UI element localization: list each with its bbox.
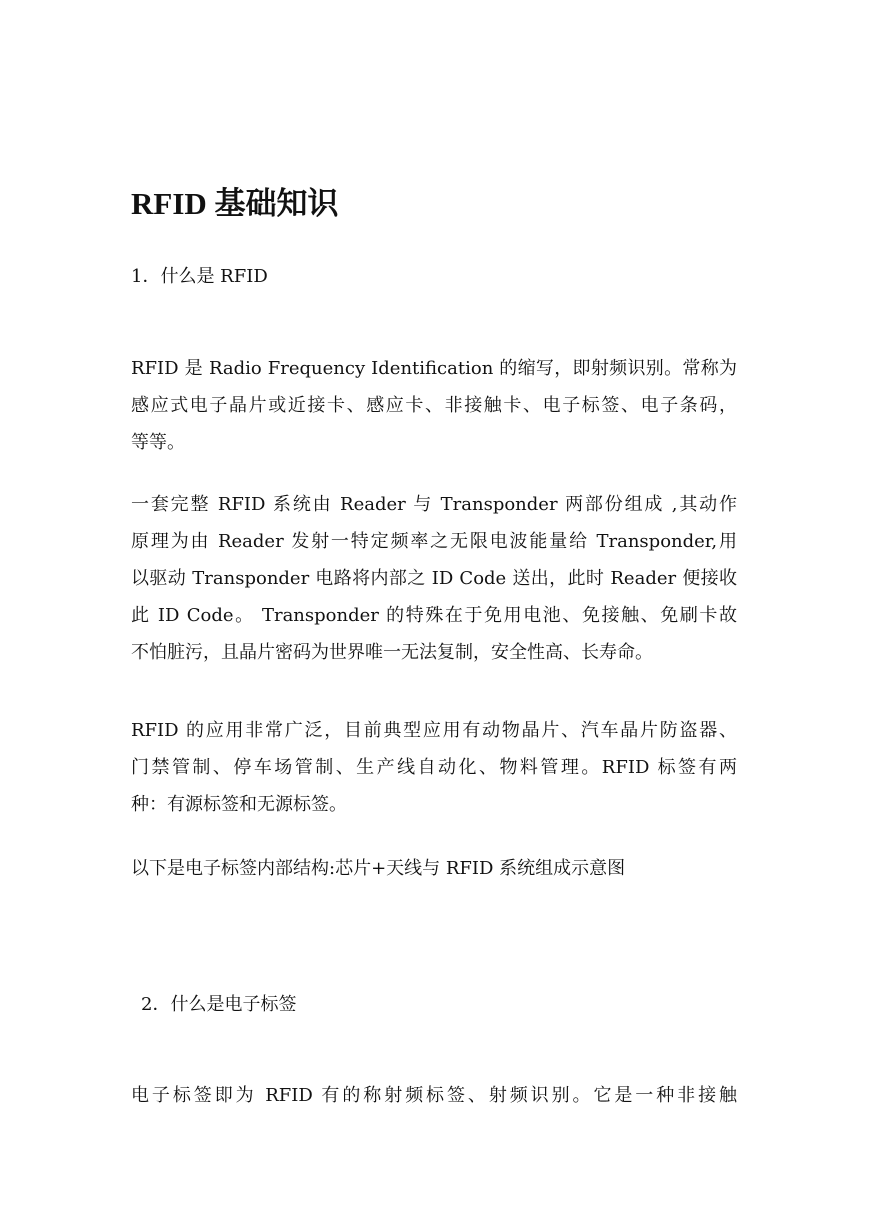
paragraph-applications bbox=[131, 712, 737, 823]
paragraph-line: RFID 是 Radio Frequency Identification 的缩写，即射频识别。常称为 bbox=[131, 358, 737, 379]
paragraph-line: 原理为由 Reader 发射一特定频率之无限电波能量给 Transponder,用 bbox=[131, 531, 737, 552]
section-heading-2: 2．什么是电子标签 bbox=[141, 994, 297, 1015]
section-heading-1: 1．什么是 RFID bbox=[131, 266, 268, 287]
paragraph-line: 门禁管制、停车场管制、生产线自动化、物料管理。RFID 标签有两 bbox=[131, 757, 737, 778]
paragraph-line: 一套完整 RFID 系统由 Reader 与 Transponder 两部份组成 ,其动作 bbox=[131, 494, 737, 515]
paragraph-line: 此 ID Code。 Transponder 的特殊在于免用电池、免接触、免刷卡故 bbox=[131, 605, 737, 626]
paragraph-line: 以下是电子标签内部结构:芯片+天线与 RFID 系统组成示意图 bbox=[131, 858, 626, 879]
paragraph-line: 不怕脏污，且晶片密码为世界唯一无法复制，安全性高、长寿命。 bbox=[131, 642, 653, 663]
document-title: RFID 基础知识 bbox=[131, 186, 339, 221]
paragraph-line: 种：有源标签和无源标签。 bbox=[131, 794, 347, 815]
paragraph-line: 以驱动 Transponder 电路将内部之 ID Code 送出，此时 Reader 便接收 bbox=[131, 568, 737, 589]
paragraph-structure bbox=[131, 850, 737, 887]
paragraph-system bbox=[131, 486, 737, 671]
paragraph-line: 感应式电子晶片或近接卡、感应卡、非接触卡、电子标签、电子条码， bbox=[131, 395, 737, 416]
paragraph-line: 电子标签即为 RFID 有的称射频标签、射频识别。它是一种非接触 bbox=[131, 1085, 737, 1106]
paragraph-definition bbox=[131, 350, 737, 461]
paragraph-line: RFID 的应用非常广泛，目前典型应用有动物晶片、汽车晶片防盗器、 bbox=[131, 720, 737, 741]
paragraph-electronic-tag bbox=[131, 1077, 737, 1114]
paragraph-line: 等等。 bbox=[131, 432, 185, 453]
